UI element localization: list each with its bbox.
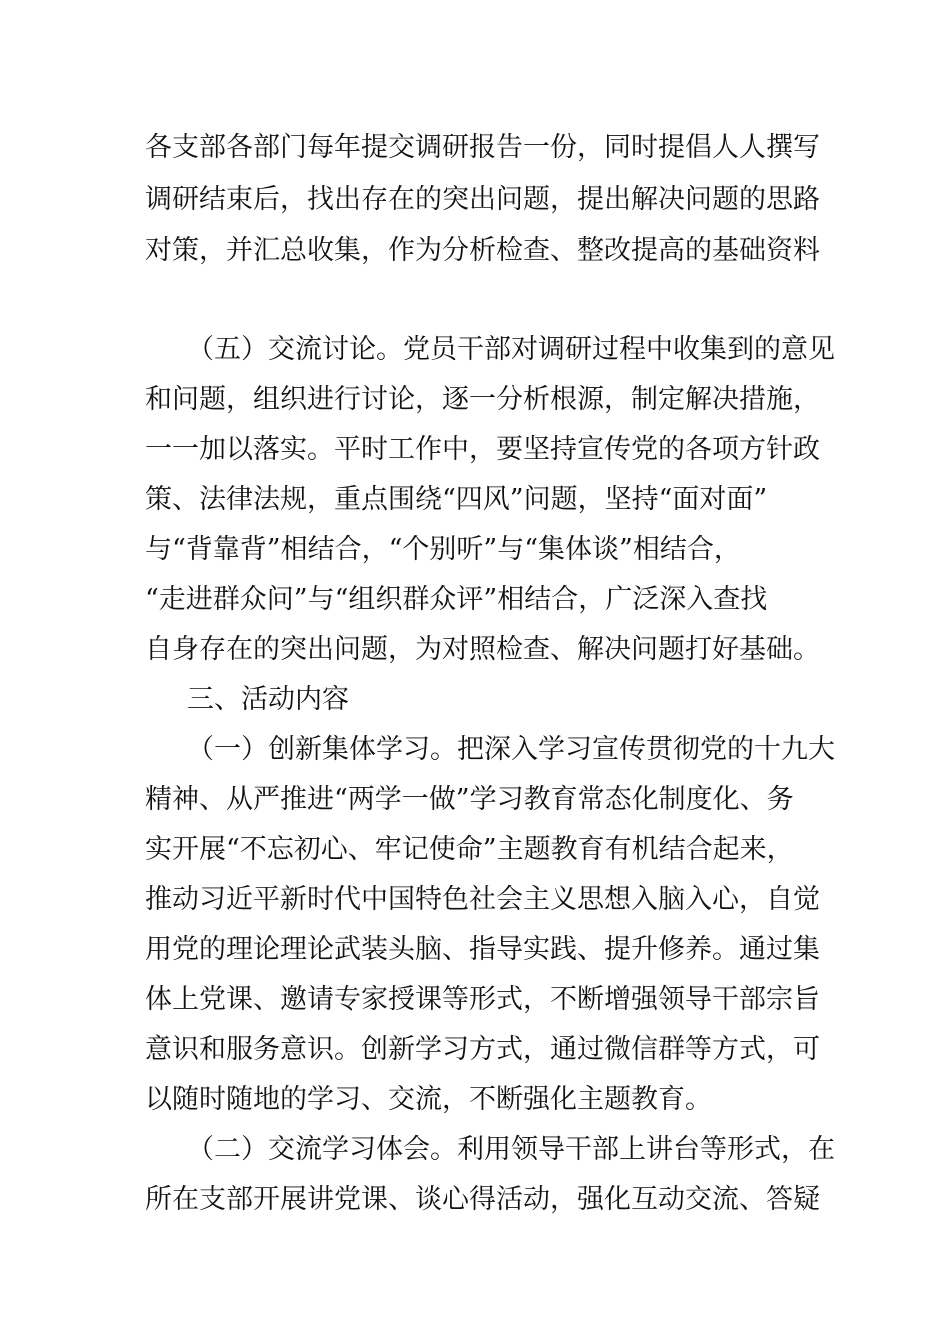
text-line: 一一加以落实。平时工作中，要坚持宣传党的各项方针政	[145, 434, 820, 465]
text-line: 与“背靠背”相结合，“个别听”与“集体谈”相结合，	[145, 534, 741, 565]
text-line: 用党的理论理论武装头脑、指导实践、提升修养。通过集	[145, 934, 820, 965]
section-heading: 三、活动内容	[187, 684, 349, 715]
text-line: 精神、从严推进“两学一做”学习教育常态化制度化、务	[145, 784, 794, 815]
paragraph-start-line: （一）创新集体学习。把深入学习宣传贯彻党的十九大	[187, 734, 835, 765]
text-line: “走进群众问”与“组织群众评”相结合，广泛深入查找	[145, 584, 768, 615]
paragraph-start-line: （二）交流学习体会。利用领导干部上讲台等形式，在	[187, 1134, 835, 1165]
text-line: 以随时随地的学习、交流，不断强化主题教育。	[145, 1084, 712, 1115]
text-line: 策、法律法规，重点围绕“四风”问题，坚持“面对面”	[145, 484, 768, 515]
text-line: 对策，并汇总收集，作为分析检查、整改提高的基础资料	[145, 235, 820, 266]
text-line: 意识和服务意识。创新学习方式，通过微信群等方式，可	[145, 1034, 820, 1065]
text-line: 体上党课、邀请专家授课等形式，不断增强领导干部宗旨	[145, 984, 820, 1015]
text-line: 推动习近平新时代中国特色社会主义思想入脑入心，自觉	[145, 884, 820, 915]
text-line: 实开展“不忘初心、牢记使命”主题教育有机结合起来，	[145, 834, 794, 865]
text-line: 所在支部开展讲党课、谈心得活动，强化互动交流、答疑	[145, 1184, 820, 1215]
text-line: 和问题，组织进行讨论，逐一分析根源，制定解决措施，	[145, 384, 820, 415]
text-line: 各支部各部门每年提交调研报告一份，同时提倡人人撰写	[145, 132, 820, 163]
text-line: 调研结束后，找出存在的突出问题，提出解决问题的思路	[145, 184, 820, 215]
paragraph-start-line: （五）交流讨论。党员干部对调研过程中收集到的意见	[187, 334, 835, 365]
text-line: 自身存在的突出问题，为对照检查、解决问题打好基础。	[145, 634, 820, 665]
